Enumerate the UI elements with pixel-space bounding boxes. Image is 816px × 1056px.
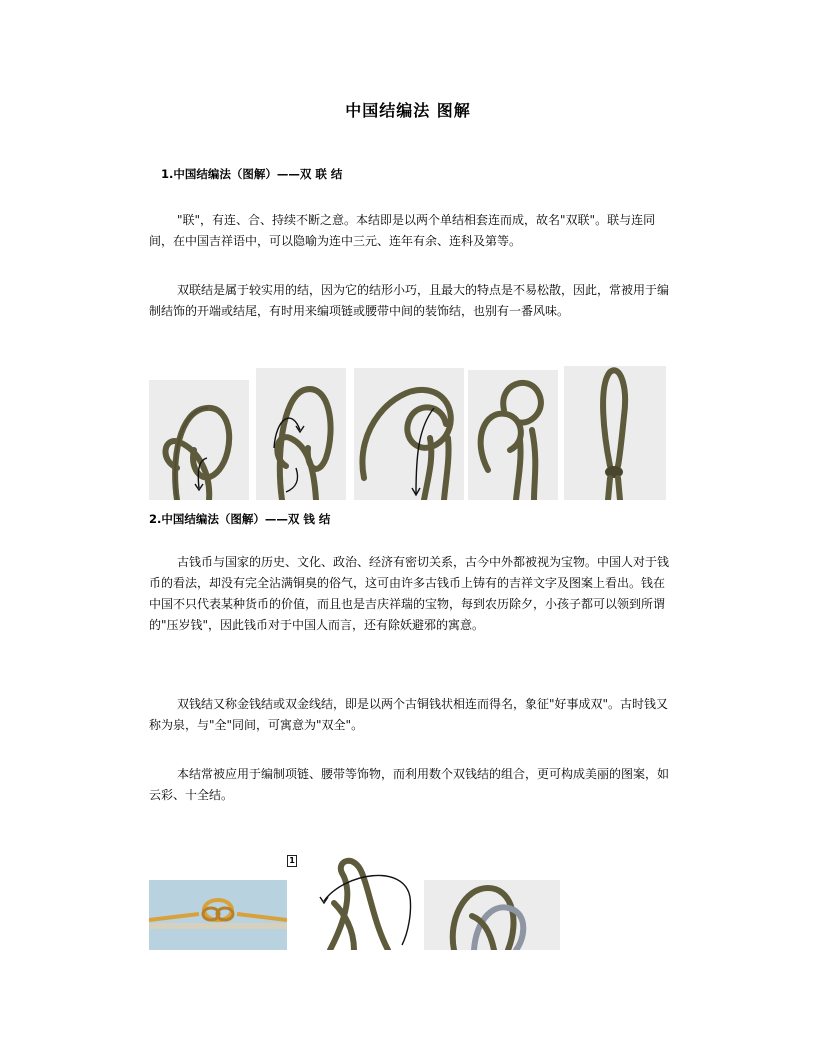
step-label-1: 1	[287, 855, 297, 867]
section-1-paragraph-2: 双联结是属于较实用的结，因为它的结形小巧，且最大的特点是不易松散，因此，常被用于编制结饰的开端或结尾，有时用来编项链或腰带中间的装饰结，也别有一番风味。	[149, 283, 670, 318]
section-2-paragraph-2: 双钱结又称金钱结或双金线结，即是以两个古铜钱状相连而得名，象征"好事成双"。古时钱又称为泉，与"全"同间，可寓意为"双全"。	[149, 697, 669, 732]
double-coin-knot-finished-photo	[149, 880, 287, 950]
section-1-paragraph-1: "联"，有连、合、持续不断之意。本结即是以两个单结相套连而成，故名"双联"。联与连同间，在中国吉祥语中，可以隐喻为连中三元、连年有余、连科及第等。	[149, 213, 656, 248]
section-2-paragraph-3: 本结常被应用于编制项链、腰带等饰物，而利用数个双钱结的组合，更可构成美丽的图案，如云彩、十全结。	[149, 767, 670, 802]
knot-step-2-photo	[256, 368, 346, 500]
knot-step-4-photo	[468, 370, 558, 500]
knot-step-5-photo	[564, 366, 666, 500]
page-title: 中国结编法 图解	[345, 101, 471, 120]
section-2-paragraph-1: 古钱币与国家的历史、文化、政治、经济有密切关系，古今中外都被视为宝物。中国人对于钱币的看法，却没有完全沾满铜臭的俗气，这可由许多古钱币上铸有的吉祥文字及图案上看出。钱在中国不只代表某种货币的价值，而且也是吉庆祥瑞的宝物，每到农历除夕，小孩子都可以领到所谓的"压岁钱"，因此钱币对于中国人而言，还有除妖避邪的寓意。	[149, 555, 670, 632]
knot-step-1-photo	[149, 380, 249, 500]
knot-step-3-photo	[354, 368, 464, 500]
section-1-heading: 1.中国结编法（图解）——双 联 结	[161, 167, 343, 181]
double-coin-step-2-photo	[424, 880, 560, 950]
double-coin-step-1-photo	[314, 853, 418, 950]
section-2-heading: 2.中国结编法（图解）——双 钱 结	[149, 512, 331, 526]
